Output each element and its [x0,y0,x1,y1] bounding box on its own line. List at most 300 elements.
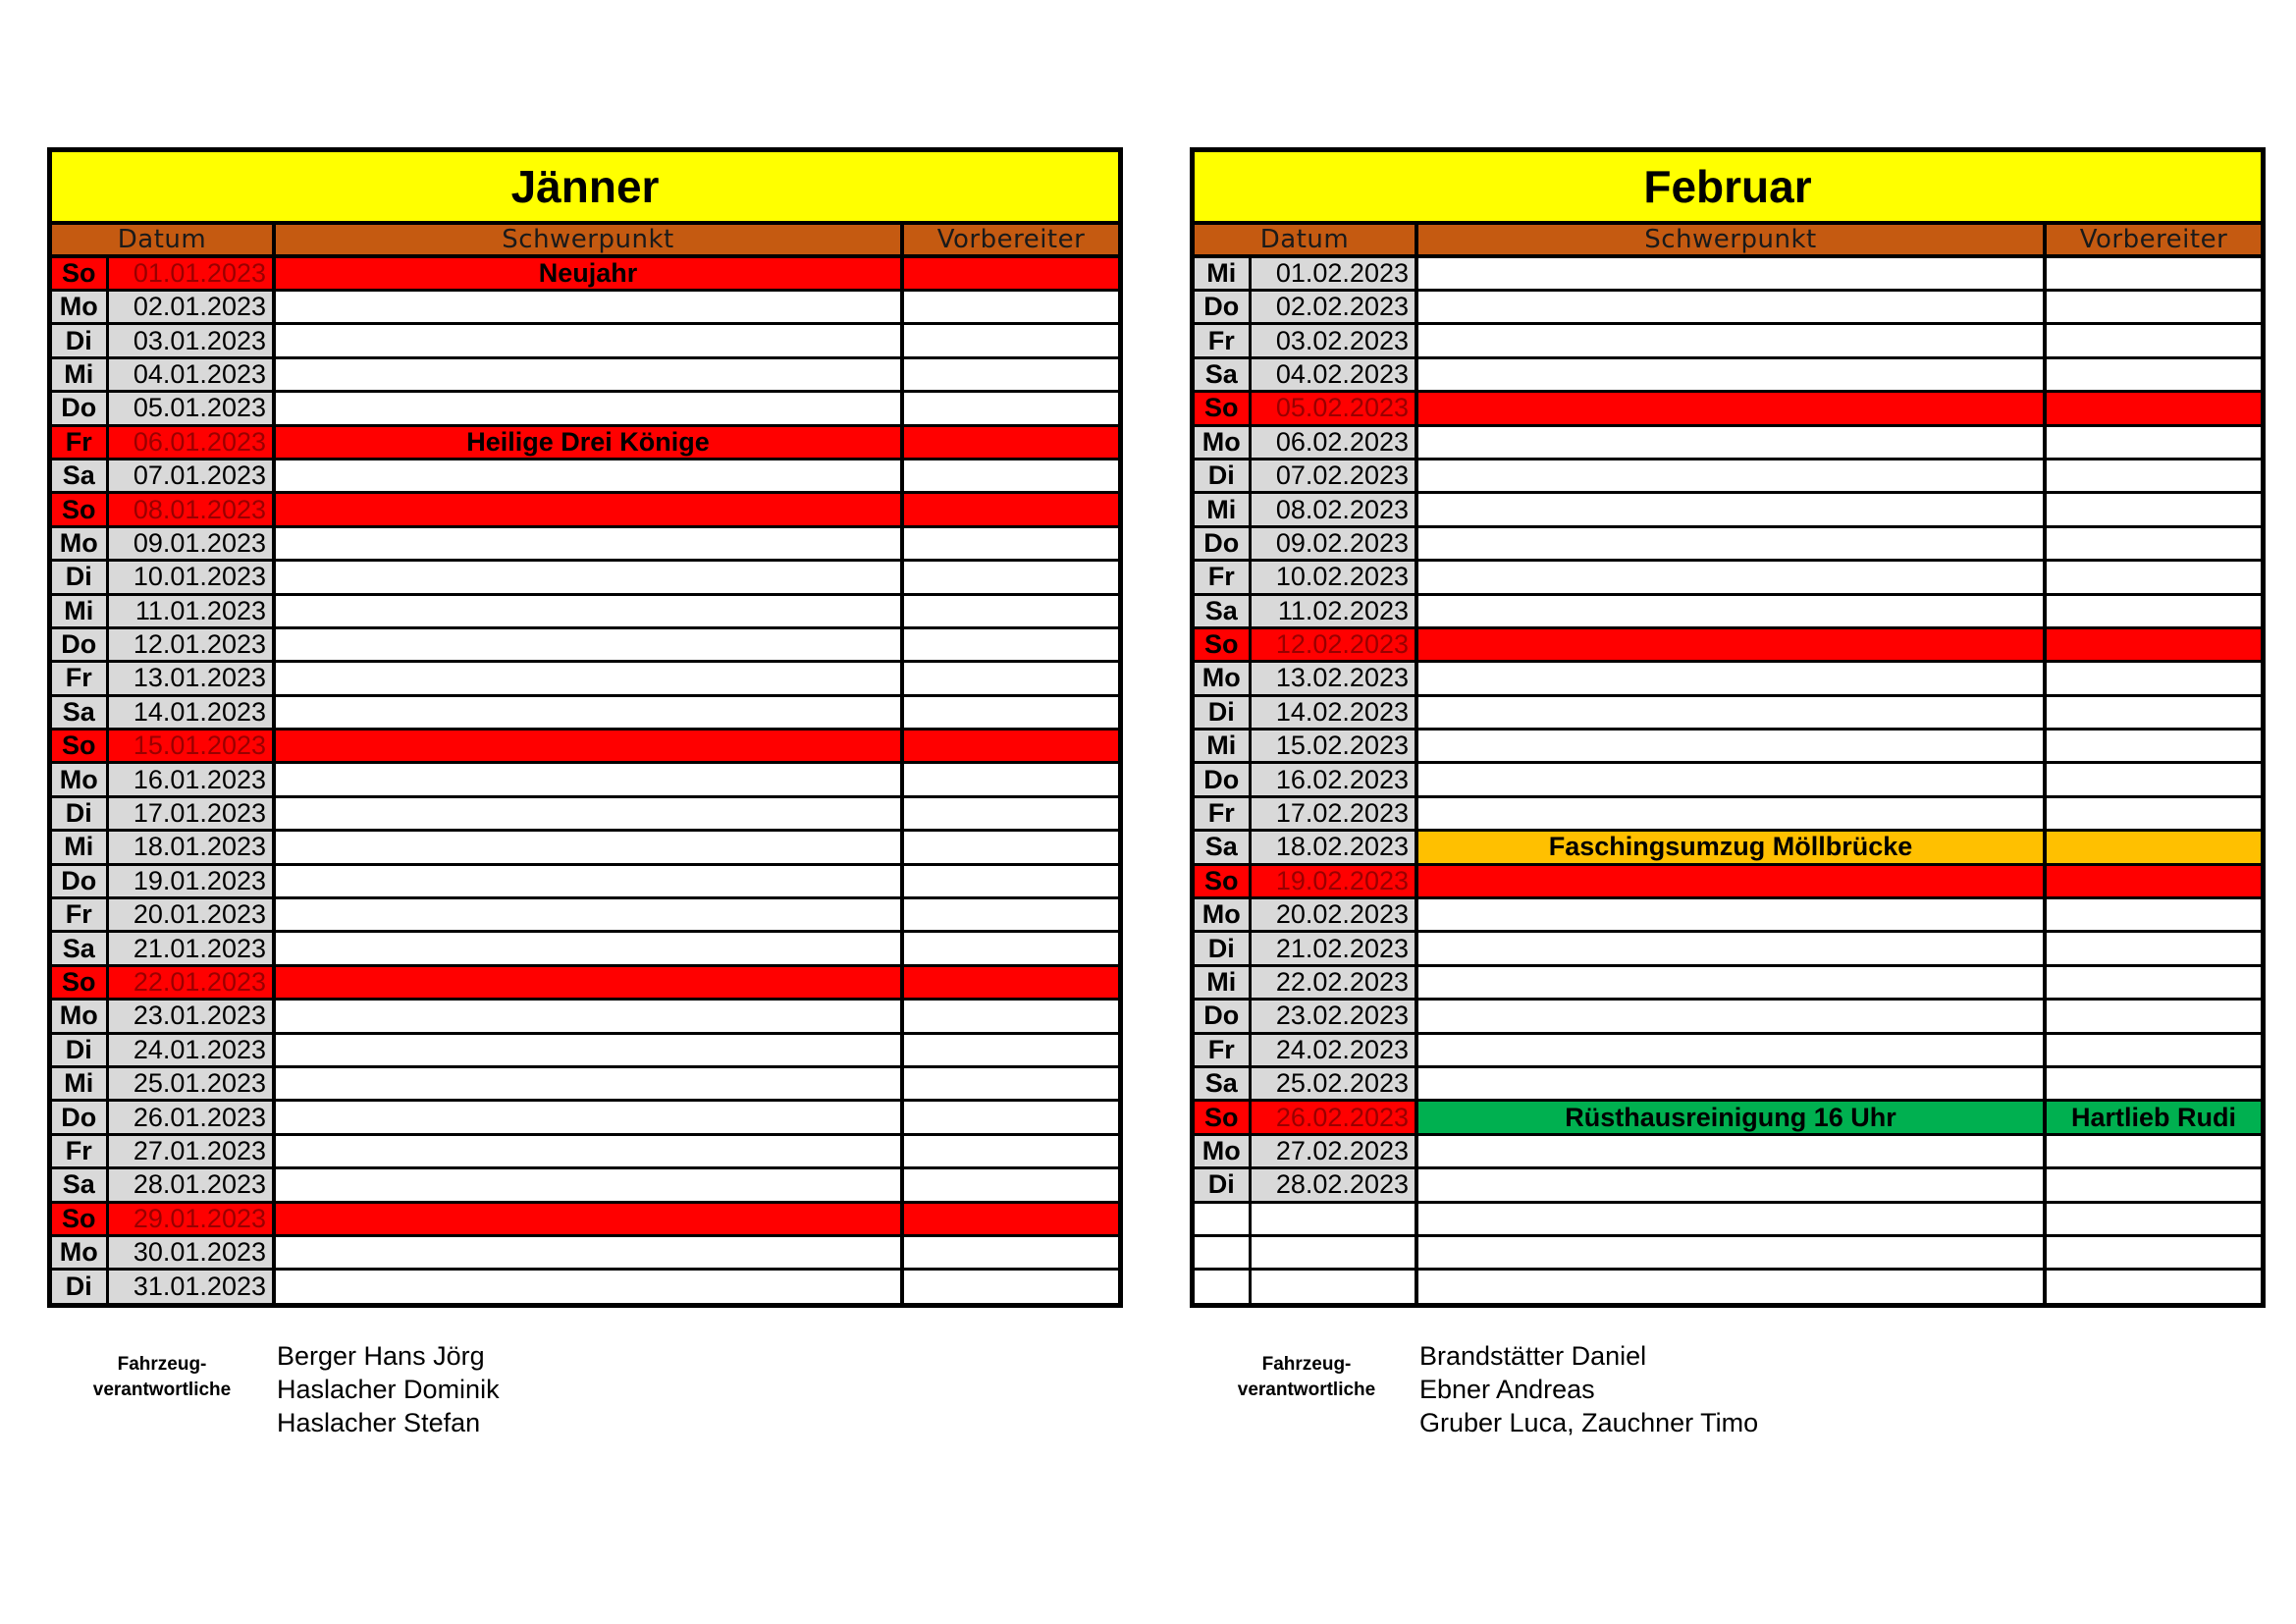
table-row [52,898,1118,932]
vorbereiter-cell [2045,831,2261,864]
vorbereiter-cell [902,1202,1118,1235]
weekday-cell: Sa [52,1168,107,1202]
schwerpunkt-cell [274,1270,902,1303]
schwerpunkt-cell [1416,594,2045,627]
responsible-name: Haslacher Dominik [277,1375,500,1404]
vorbereiter-cell [2045,1066,2261,1100]
weekday-cell: Mo [1195,898,1250,932]
header-schwerpunkt: Schwerpunkt [1416,223,2045,256]
table-row [1195,831,2261,864]
table-row [52,493,1118,526]
responsible-label-january [69,1352,255,1403]
table-row [52,1235,1118,1269]
month-title: Jänner [52,152,1118,223]
responsible-name: Haslacher Stefan [277,1408,481,1437]
weekday-cell: Mo [1195,662,1250,695]
schwerpunkt-cell [274,796,902,830]
header-datum: Datum [52,223,274,256]
table-row [52,627,1118,661]
weekday-cell: Mo [52,291,107,324]
table-row [52,831,1118,864]
vorbereiter-cell [902,256,1118,291]
weekday-cell: Di [52,324,107,357]
vorbereiter-cell [2045,256,2261,291]
vorbereiter-cell [902,324,1118,357]
table-row [1195,459,2261,492]
vorbereiter-cell [2045,1134,2261,1167]
date-cell: 09.01.2023 [107,526,274,560]
vorbereiter-cell [902,1235,1118,1269]
weekday-cell: Fr [1195,1033,1250,1066]
table-row [1195,796,2261,830]
weekday-cell: So [1195,1101,1250,1134]
schwerpunkt-cell [274,1168,902,1202]
schwerpunkt-cell [274,1134,902,1167]
table-row [1195,1270,2261,1303]
table-row [52,796,1118,830]
vorbereiter-cell [902,1134,1118,1167]
table-row [1195,932,2261,965]
vorbereiter-cell [2045,1033,2261,1066]
vorbereiter-cell [902,526,1118,560]
vorbereiter-cell [2045,965,2261,999]
vorbereiter-cell [2045,526,2261,560]
table-row [52,561,1118,594]
header-schwerpunkt: Schwerpunkt [274,223,902,256]
weekday-cell: Sa [1195,594,1250,627]
weekday-cell: Sa [52,459,107,492]
table-row [52,1066,1118,1100]
table-row [1195,526,2261,560]
vorbereiter-cell [902,763,1118,796]
vorbereiter-cell [2045,1270,2261,1303]
vorbereiter-cell [2045,459,2261,492]
weekday-cell: Di [1195,932,1250,965]
date-cell: 14.01.2023 [107,695,274,729]
weekday-cell: So [52,493,107,526]
schwerpunkt-cell [274,1235,902,1269]
vorbereiter-cell [2045,695,2261,729]
vorbereiter-cell [902,1000,1118,1033]
vorbereiter-cell [902,796,1118,830]
schwerpunkt-cell [274,662,902,695]
vorbereiter-cell [902,459,1118,492]
table-row [1195,291,2261,324]
table-row [1195,1000,2261,1033]
schwerpunkt-cell [1416,526,2045,560]
vorbereiter-cell [2045,425,2261,459]
table-row [1195,1134,2261,1167]
table-row [1195,561,2261,594]
table-row [1195,695,2261,729]
vorbereiter-cell [2045,493,2261,526]
date-cell: 05.02.2023 [1250,392,1416,425]
weekday-cell [1195,1270,1250,1303]
vorbereiter-cell [2045,730,2261,763]
weekday-cell: Di [1195,459,1250,492]
vorbereiter-cell [902,864,1118,897]
schwerpunkt-cell [1416,662,2045,695]
date-cell: 15.02.2023 [1250,730,1416,763]
responsible-name: Gruber Luca, Zauchner Timo [1419,1408,1759,1437]
vorbereiter-cell [902,291,1118,324]
header-datum: Datum [1195,223,1416,256]
responsible-list-january [277,1339,500,1439]
vorbereiter-cell [2045,898,2261,932]
weekday-cell [1195,1235,1250,1269]
date-cell: 26.02.2023 [1250,1101,1416,1134]
date-cell: 01.01.2023 [107,256,274,291]
vorbereiter-cell [902,594,1118,627]
vorbereiter-cell [2045,1168,2261,1202]
schwerpunkt-cell [1416,1270,2045,1303]
vorbereiter-cell [902,831,1118,864]
weekday-cell: Mo [52,763,107,796]
weekday-cell: Do [52,392,107,425]
vorbereiter-cell [902,898,1118,932]
date-cell: 31.01.2023 [107,1270,274,1303]
vorbereiter-cell [2045,392,2261,425]
schwerpunkt-cell [274,730,902,763]
vorbereiter-cell [902,493,1118,526]
table-row [1195,1202,2261,1235]
header-vorbereiter: Vorbereiter [902,223,1118,256]
schwerpunkt-cell [1416,965,2045,999]
table-row [52,1033,1118,1066]
weekday-cell: So [52,730,107,763]
table-row [1195,1101,2261,1134]
schwerpunkt-cell: Faschingsumzug Möllbrücke [1416,831,2045,864]
table-row [1195,864,2261,897]
schwerpunkt-cell [274,898,902,932]
schwerpunkt-cell [274,1033,902,1066]
table-row [1195,1066,2261,1100]
date-cell: 24.01.2023 [107,1033,274,1066]
schwerpunkt-cell [1416,1202,2045,1235]
date-cell: 11.02.2023 [1250,594,1416,627]
schwerpunkt-cell [274,695,902,729]
vorbereiter-cell [2045,1000,2261,1033]
schwerpunkt-cell [274,965,902,999]
schwerpunkt-cell [1416,730,2045,763]
table-row [1195,493,2261,526]
vorbereiter-cell [902,425,1118,459]
weekday-cell: Di [52,561,107,594]
date-cell: 28.02.2023 [1250,1168,1416,1202]
table-row [52,1202,1118,1235]
date-cell: 11.01.2023 [107,594,274,627]
weekday-cell: So [52,1202,107,1235]
date-cell: 03.02.2023 [1250,324,1416,357]
schwerpunkt-cell [1416,1235,2045,1269]
date-cell: 19.02.2023 [1250,864,1416,897]
schwerpunkt-cell [1416,561,2045,594]
weekday-cell: Sa [1195,357,1250,391]
calendar-february [1190,147,2266,1308]
vorbereiter-cell [2045,864,2261,897]
table-row [52,1101,1118,1134]
weekday-cell: Fr [52,1134,107,1167]
vorbereiter-cell [902,627,1118,661]
date-cell: 08.02.2023 [1250,493,1416,526]
date-cell [1250,1202,1416,1235]
schwerpunkt-cell [274,594,902,627]
schwerpunkt-cell [1416,763,2045,796]
weekday-cell: So [52,965,107,999]
date-cell: 05.01.2023 [107,392,274,425]
weekday-cell: So [1195,627,1250,661]
table-row [1195,763,2261,796]
vorbereiter-cell [902,965,1118,999]
date-cell: 20.02.2023 [1250,898,1416,932]
table-row [52,256,1118,291]
schwerpunkt-cell [1416,1066,2045,1100]
date-cell: 07.01.2023 [107,459,274,492]
date-cell: 10.01.2023 [107,561,274,594]
schwerpunkt-cell: Neujahr [274,256,902,291]
schwerpunkt-cell [1416,493,2045,526]
date-cell: 22.02.2023 [1250,965,1416,999]
weekday-cell: Mi [52,831,107,864]
date-cell: 06.02.2023 [1250,425,1416,459]
table-row [52,526,1118,560]
schwerpunkt-cell [274,1101,902,1134]
calendar-january [47,147,1123,1308]
table-row [1195,357,2261,391]
table-row [52,864,1118,897]
date-cell: 18.02.2023 [1250,831,1416,864]
date-cell: 09.02.2023 [1250,526,1416,560]
weekday-cell: Fr [52,662,107,695]
weekday-cell: Do [1195,763,1250,796]
vorbereiter-cell [902,1270,1118,1303]
responsible-label-line-2: verantwortliche [1237,1380,1376,1400]
table-row [1195,898,2261,932]
schwerpunkt-cell [1416,695,2045,729]
schwerpunkt-cell [274,357,902,391]
vorbereiter-cell [2045,324,2261,357]
date-cell: 13.01.2023 [107,662,274,695]
vorbereiter-cell [902,1033,1118,1066]
schwerpunkt-cell [274,459,902,492]
schwerpunkt-cell [274,493,902,526]
date-cell: 12.01.2023 [107,627,274,661]
weekday-cell: Sa [1195,1066,1250,1100]
table-row [52,1270,1118,1303]
date-cell: 16.02.2023 [1250,763,1416,796]
vorbereiter-cell [2045,932,2261,965]
date-cell: 27.01.2023 [107,1134,274,1167]
vorbereiter-cell [902,730,1118,763]
weekday-cell [1195,1202,1250,1235]
date-cell: 12.02.2023 [1250,627,1416,661]
schwerpunkt-cell [274,932,902,965]
date-cell: 07.02.2023 [1250,459,1416,492]
table-row [52,662,1118,695]
schwerpunkt-cell [274,864,902,897]
table-row [52,459,1118,492]
weekday-cell: Mo [1195,1134,1250,1167]
date-cell: 25.02.2023 [1250,1066,1416,1100]
vorbereiter-cell [902,1066,1118,1100]
header-vorbereiter: Vorbereiter [2045,223,2261,256]
schwerpunkt-cell [1416,932,2045,965]
weekday-cell: Fr [1195,561,1250,594]
responsible-name: Berger Hans Jörg [277,1341,485,1371]
table-row [52,291,1118,324]
vorbereiter-cell [902,392,1118,425]
january-table [52,152,1118,1303]
schwerpunkt-cell [274,526,902,560]
date-cell: 23.01.2023 [107,1000,274,1033]
schwerpunkt-cell [1416,1000,2045,1033]
weekday-cell: Di [52,1033,107,1066]
responsible-label-line-1: Fahrzeug- [117,1354,207,1375]
vorbereiter-cell [2045,763,2261,796]
schwerpunkt-cell [1416,1134,2045,1167]
vorbereiter-cell [2045,796,2261,830]
weekday-cell: Mo [1195,425,1250,459]
date-cell: 27.02.2023 [1250,1134,1416,1167]
date-cell: 18.01.2023 [107,831,274,864]
weekday-cell: Mi [1195,965,1250,999]
schwerpunkt-cell [274,1000,902,1033]
vorbereiter-cell [2045,627,2261,661]
vorbereiter-cell [2045,1235,2261,1269]
responsible-name: Brandstätter Daniel [1419,1341,1647,1371]
weekday-cell: Fr [1195,324,1250,357]
vorbereiter-cell [2045,662,2261,695]
schwerpunkt-cell [1416,291,2045,324]
weekday-cell: Do [52,1101,107,1134]
table-row [1195,425,2261,459]
schwerpunkt-cell [1416,425,2045,459]
vorbereiter-cell [2045,561,2261,594]
vorbereiter-cell [2045,357,2261,391]
schwerpunkt-cell [1416,392,2045,425]
weekday-cell: Do [1195,1000,1250,1033]
date-cell: 08.01.2023 [107,493,274,526]
table-row [52,1168,1118,1202]
weekday-cell: Mi [52,594,107,627]
weekday-cell: So [1195,864,1250,897]
schwerpunkt-cell [274,1066,902,1100]
responsible-label-line-1: Fahrzeug- [1261,1354,1352,1375]
date-cell: 02.02.2023 [1250,291,1416,324]
vorbereiter-cell [902,662,1118,695]
schwerpunkt-cell [1416,324,2045,357]
responsible-list-february [1419,1339,1758,1439]
date-cell: 01.02.2023 [1250,256,1416,291]
weekday-cell: Mo [52,526,107,560]
table-row [52,1134,1118,1167]
table-row [52,357,1118,391]
table-row [52,324,1118,357]
date-cell: 17.02.2023 [1250,796,1416,830]
weekday-cell: Mi [1195,730,1250,763]
vorbereiter-cell [902,357,1118,391]
vorbereiter-cell: Hartlieb Rudi [2045,1101,2261,1134]
date-cell: 28.01.2023 [107,1168,274,1202]
vorbereiter-cell [2045,291,2261,324]
table-row [1195,1033,2261,1066]
vorbereiter-cell [902,695,1118,729]
table-row [1195,1168,2261,1202]
schwerpunkt-cell: Rüsthausreinigung 16 Uhr [1416,1101,2045,1134]
date-cell: 26.01.2023 [107,1101,274,1134]
schwerpunkt-cell [1416,357,2045,391]
table-row [52,425,1118,459]
date-cell: 24.02.2023 [1250,1033,1416,1066]
table-row [1195,627,2261,661]
date-cell: 03.01.2023 [107,324,274,357]
date-cell: 14.02.2023 [1250,695,1416,729]
date-cell: 19.01.2023 [107,864,274,897]
vorbereiter-cell [2045,594,2261,627]
vorbereiter-cell [902,1101,1118,1134]
date-cell: 20.01.2023 [107,898,274,932]
date-cell: 25.01.2023 [107,1066,274,1100]
schwerpunkt-cell [274,324,902,357]
schwerpunkt-cell [1416,256,2045,291]
table-row [1195,662,2261,695]
date-cell: 23.02.2023 [1250,1000,1416,1033]
date-cell: 15.01.2023 [107,730,274,763]
weekday-cell: Di [1195,1168,1250,1202]
date-cell: 21.01.2023 [107,932,274,965]
weekday-cell: Mi [52,357,107,391]
date-cell: 10.02.2023 [1250,561,1416,594]
table-row [1195,730,2261,763]
weekday-cell: Mi [52,1066,107,1100]
table-row [1195,324,2261,357]
schwerpunkt-cell [274,561,902,594]
table-row [52,594,1118,627]
table-row [1195,392,2261,425]
schwerpunkt-cell [274,291,902,324]
weekday-cell: Do [1195,291,1250,324]
weekday-cell: Do [52,627,107,661]
weekday-cell: Fr [1195,796,1250,830]
table-row [52,730,1118,763]
date-cell: 17.01.2023 [107,796,274,830]
date-cell: 21.02.2023 [1250,932,1416,965]
schwerpunkt-cell [1416,459,2045,492]
date-cell: 13.02.2023 [1250,662,1416,695]
responsible-label-february [1213,1352,1400,1403]
table-row [1195,965,2261,999]
table-row [52,763,1118,796]
schwerpunkt-cell [1416,1168,2045,1202]
schwerpunkt-cell [274,831,902,864]
weekday-cell: Fr [52,898,107,932]
vorbereiter-cell [2045,1202,2261,1235]
weekday-cell: Mo [52,1000,107,1033]
weekday-cell: So [1195,392,1250,425]
table-row [52,1000,1118,1033]
weekday-cell: Di [1195,695,1250,729]
table-row [52,695,1118,729]
month-title: Februar [1195,152,2261,223]
table-row [52,392,1118,425]
schwerpunkt-cell [274,763,902,796]
date-cell: 29.01.2023 [107,1202,274,1235]
weekday-cell: So [52,256,107,291]
february-table [1195,152,2261,1303]
weekday-cell: Sa [52,695,107,729]
schwerpunkt-cell: Heilige Drei Könige [274,425,902,459]
schwerpunkt-cell [1416,627,2045,661]
